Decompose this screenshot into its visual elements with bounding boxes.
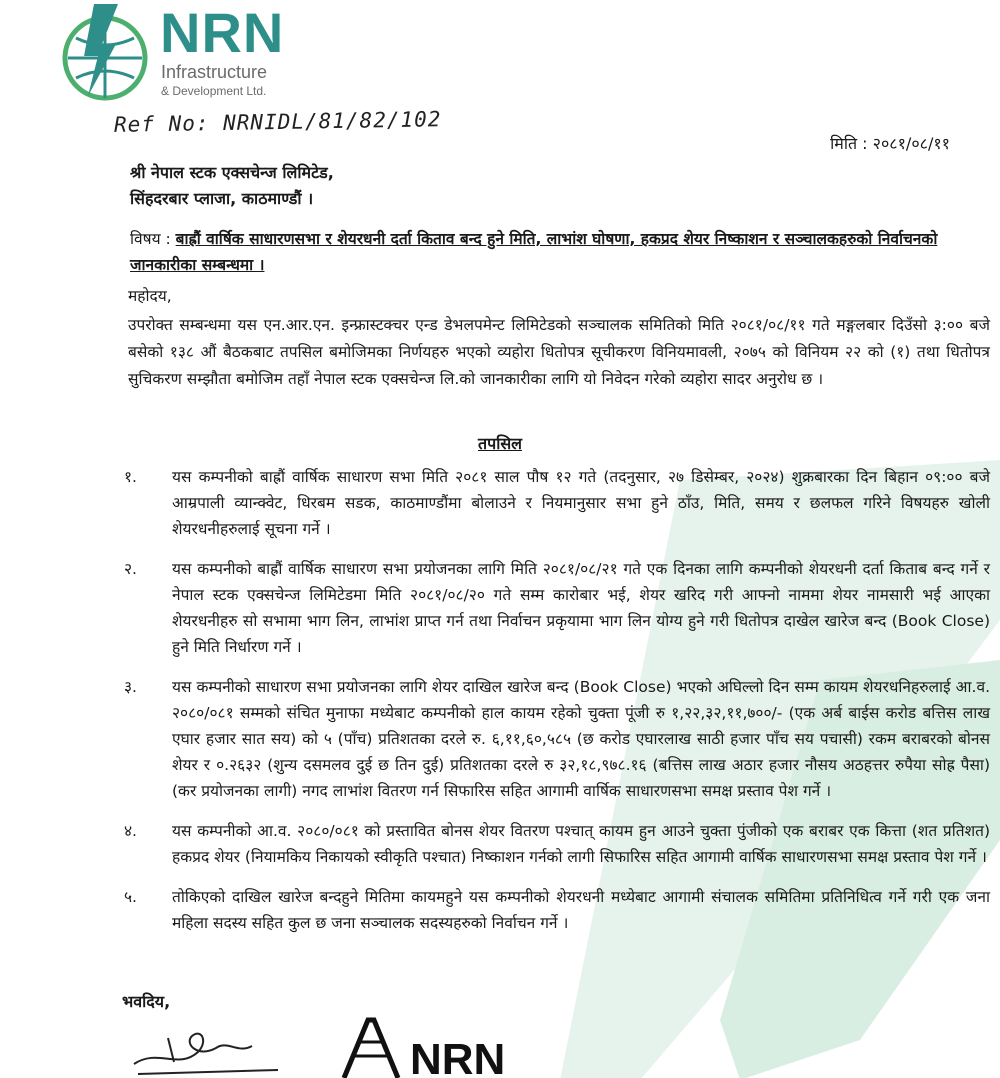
subject-line [130,226,942,278]
item-number: १. [124,468,137,486]
company-stamp [340,1012,540,1078]
subject-label: विषय : [130,230,176,248]
company-logo [58,0,298,106]
stamp-brand: NRN [410,1035,506,1078]
item-text: यस कम्पनीको बाह्रौं वार्षिक साधारण सभा मिति २०८१ साल पौष १२ गते (तदनुसार, २७ डिसेम्बर, २०२४) शुक्रबारका दिन बिहान ०९:०० बजे आम्रपाली व्यान्क्वेट, धिरबम सडक, काठमाण्डौंमा बोलाउने र नियमानुसार सभा हुने ठाँउ, मिति, समय र छलफल गरिने विषयहरु खोली शेयरधनीहरुलाई सूचना गर्ने । [172,468,990,538]
list-item [124,818,990,870]
item-number: ३. [124,678,137,696]
subject-text: बाह्रौं वार्षिक साधारणसभा र शेयरधनी दर्ता किताव बन्द हुने मिति, लाभांश घोषणा, हकप्रद शेयर निष्काशन र सञ्चालकहरुको निर्वाचनको जानकारीका सम्बन्धमा । [130,230,938,274]
list-item [124,464,990,542]
logo-mark-icon [58,0,152,106]
recipient-address [130,160,334,212]
item-text: यस कम्पनीको आ.व. २०८०/०८१ को प्रस्तावित बोनस शेयर वितरण पश्चात् कायम हुन आउने चुक्ता पुंजीको एक बराबर एक कित्ता (शत प्रतिशत) हकप्रद शेयर (नियामकिय निकायको स्वीकृति पश्चात) निष्काशन गर्नको लागी सिफारिस सहित आगामी वार्षिक साधारणसभा समक्ष प्रस्ताव पेश गर्ने । [172,822,990,866]
list-item [124,884,990,936]
stamp-logo-icon [340,1012,410,1078]
item-text: तोकिएको दाखिल खारेज बन्दहुने मितिमा कायमहुने यस कम्पनीको शेयरधनी मध्येबाट आगामी संचालक समितिमा प्रतिनिधित्व गर्ने गरी एक जना महिला सदस्य सहित कुल छ जना सञ्चालक सदस्यहरुको निर्वाचन गर्ने । [172,888,990,932]
salutation: महोदय, [128,287,172,305]
details-heading: तपसिल [477,434,523,453]
list-item [124,674,990,804]
logo-line1: Infrastructure [161,62,268,82]
address-line-1: श्री नेपाल स्टक एक्सचेन्ज लिमिटेड, [130,163,334,182]
item-number: २. [124,560,137,578]
reference-number: Ref No: NRNIDL/81/82/102 [113,107,442,137]
list-item [124,556,990,660]
closing-line: भवदिय, [122,992,171,1011]
intro-paragraph: उपरोक्त सम्बन्धमा यस एन.आर.एन. इन्फ्रास्टक्चर एन्ड डेभलपमेन्ट लिमिटेडको सञ्चालक समितिको मिति २०८१/०८/११ गते मङ्गलबार दिउँसो ३:०० बजे बसेको १३८ औं बैठकबाट तपसिल बमोजिमका निर्णयहरु भएको व्यहोरा धितोपत्र सूचीकरण विनियमावली, २०७५ को विनियम २२ को (१) तथा धितोपत्र सुचिकरण सम्झौता बमोजिम तहाँ नेपाल स्टक एक्सचेन्ज लि.को जानकारीका लागि यो निवेदन गरेको व्यहोरा सादर अनुरोध छ । [128,316,990,388]
logo-line2: & Development Ltd. [161,84,267,98]
letter-date: मिति : २०८१/०८/११ [830,134,950,153]
details-list [124,464,990,950]
logo-brand: NRN [160,1,285,64]
item-number: ४. [124,822,137,840]
item-text: यस कम्पनीको साधारण सभा प्रयोजनका लागि शेयर दाखिल खारेज बन्द (Book Close) भएको अघिल्लो दिन सम्म कायम शेयरधनिहरुलाई आ.व. २०८०/०८१ सम्मको संचित मुनाफा मध्येबाट कम्पनीको हाल कायम रहेको चुक्ता पूंजी रु १,२२,३२,११,७००/- (एक अर्ब बाईस करोड बत्तिस लाख एघार हजार सात सय) को ५ (पाँच) प्रतिशतका दरले रु. ६,११,६०,५८५ (छ करोड एघारलाख साठी हजार पाँच सय पचासी) रकम बराबरको बोनस शेयर र ०.२६३२ (शुन्य दसमलव दुई छ तिन दुई) प्रतिशतका दरले रु ३२,१८,९७८.१६ (बत्तिस लाख अठार हजार नौसय अठहत्तर रुपैया सोह्र पैसा) (कर प्रयोजनका लागी) नगद लाभांश वितरण गर्न सिफारिस सहित आगामी वार्षिक साधारणसभा समक्ष प्रस्ताव पेश गर्ने । [172,678,990,800]
address-line-2: सिंहदरबार प्लाजा, काठमाण्डौं । [130,189,314,208]
signature-icon [128,1018,288,1078]
item-text: यस कम्पनीको बाह्रौं वार्षिक साधारण सभा प्रयोजनका लागि मिति २०८१/०८/२१ गते एक दिनका लागि कम्पनीको शेयरधनी दर्ता किताब बन्द गर्ने र नेपाल स्टक एक्सचेन्ज लिमिटेडमा मिति २०८१/०८/२० गते सम्म कारोबार भई, शेयर खरिद गरी आफ्नो नाममा शेयर नामसारी भई आएका शेयरधनीहरु सो सभामा भाग लिन, लाभांश प्राप्त गर्न तथा निर्वाचन प्रकृयामा भाग लिन योग्य हुने गरी धितोपत्र दाखेल खारेज बन्द (Book Close) हुने मिति निर्धारण गर्ने । [172,560,990,656]
item-number: ५. [124,888,137,906]
